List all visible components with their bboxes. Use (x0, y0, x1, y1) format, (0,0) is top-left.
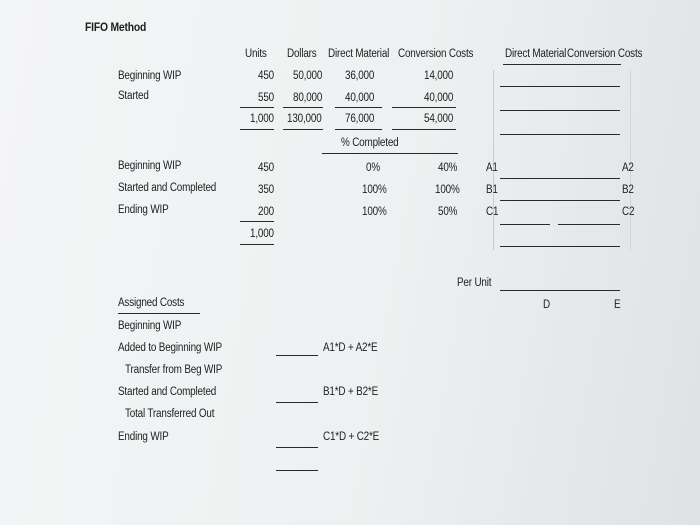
total-units: 1,000 (250, 113, 274, 125)
assigned-costs-heading: Assigned Costs (118, 297, 185, 309)
header-dollars: Dollars (287, 48, 317, 60)
assigned-item: Beginning WIP (118, 320, 182, 332)
underline (392, 129, 456, 130)
header-right-direct-material: Direct Material (505, 48, 567, 60)
underline (240, 107, 274, 108)
cell-units: 450 (258, 162, 274, 174)
header-conversion-costs: Conversion Costs (398, 48, 474, 60)
underline (240, 129, 274, 130)
formula: B1*D + B2*E (323, 386, 379, 398)
grid-line (630, 70, 631, 250)
row-label: Started (118, 90, 149, 102)
blank-line (500, 178, 620, 179)
underline (283, 129, 323, 130)
code-label: C2 (622, 206, 635, 218)
total-dollars: 130,000 (287, 113, 322, 125)
code-label: A2 (622, 162, 634, 174)
cell-cc-pct: 100% (435, 184, 460, 196)
blank-line (500, 246, 620, 247)
blank-line (276, 402, 318, 403)
header-direct-material: Direct Material (328, 48, 390, 60)
cell-units: 200 (258, 206, 274, 218)
row-label: Ending WIP (118, 204, 169, 216)
blank-line (500, 86, 620, 87)
underline (240, 221, 274, 222)
underline (392, 107, 456, 108)
cell-cc-pct: 40% (438, 162, 458, 174)
cell-cc-pct: 50% (438, 206, 458, 218)
code-label: B2 (622, 184, 634, 196)
code-label: A1 (486, 162, 498, 174)
blank-line (500, 290, 620, 291)
row-label: Beginning WIP (118, 70, 182, 82)
blank-line (276, 355, 318, 356)
blank-line (500, 200, 620, 201)
blank-line (500, 110, 620, 111)
formula: C1*D + C2*E (323, 431, 380, 443)
cell-units: 450 (258, 70, 274, 82)
underline (335, 107, 382, 108)
total-dm: 76,000 (345, 113, 375, 125)
cell-dm-pct: 0% (366, 162, 380, 174)
total-units: 1,000 (250, 228, 274, 240)
cell-dm-pct: 100% (362, 184, 387, 196)
per-unit-label: Per Unit (457, 277, 492, 289)
assigned-item: Transfer from Beg WIP (125, 364, 223, 376)
cell-units: 350 (258, 184, 274, 196)
page-title: FIFO Method (85, 20, 147, 34)
per-unit-code-d: D (543, 299, 550, 311)
header-right-conversion-costs: Conversion Costs (567, 48, 643, 60)
cell-dm: 36,000 (345, 70, 375, 82)
assigned-item: Total Transferred Out (125, 408, 215, 420)
underline (503, 64, 621, 65)
blank-line (500, 134, 620, 135)
code-label: C1 (486, 206, 499, 218)
blank-line (276, 470, 318, 471)
row-label: Beginning WIP (118, 160, 182, 172)
cell-dm: 40,000 (345, 92, 375, 104)
grid-line (493, 70, 494, 250)
underline (335, 129, 382, 130)
blank-line (500, 224, 550, 225)
underline (118, 313, 200, 314)
cell-dm-pct: 100% (362, 206, 387, 218)
pct-completed-label: % Completed (341, 137, 399, 149)
cell-cc: 14,000 (424, 70, 454, 82)
cell-units: 550 (258, 92, 274, 104)
header-units: Units (245, 48, 267, 60)
code-label: B1 (486, 184, 498, 196)
per-unit-code-e: E (614, 299, 621, 311)
blank-line (276, 447, 318, 448)
total-cc: 54,000 (424, 113, 454, 125)
cell-dollars: 80,000 (293, 92, 323, 104)
cell-dollars: 50,000 (293, 70, 323, 82)
assigned-item: Ending WIP (118, 431, 169, 443)
cell-cc: 40,000 (424, 92, 454, 104)
underline (240, 244, 274, 245)
underline (283, 107, 323, 108)
assigned-item: Added to Beginning WIP (118, 342, 222, 354)
assigned-item: Started and Completed (118, 386, 217, 398)
blank-line (558, 224, 620, 225)
formula: A1*D + A2*E (323, 342, 378, 354)
underline (322, 153, 458, 154)
row-label: Started and Completed (118, 182, 217, 194)
